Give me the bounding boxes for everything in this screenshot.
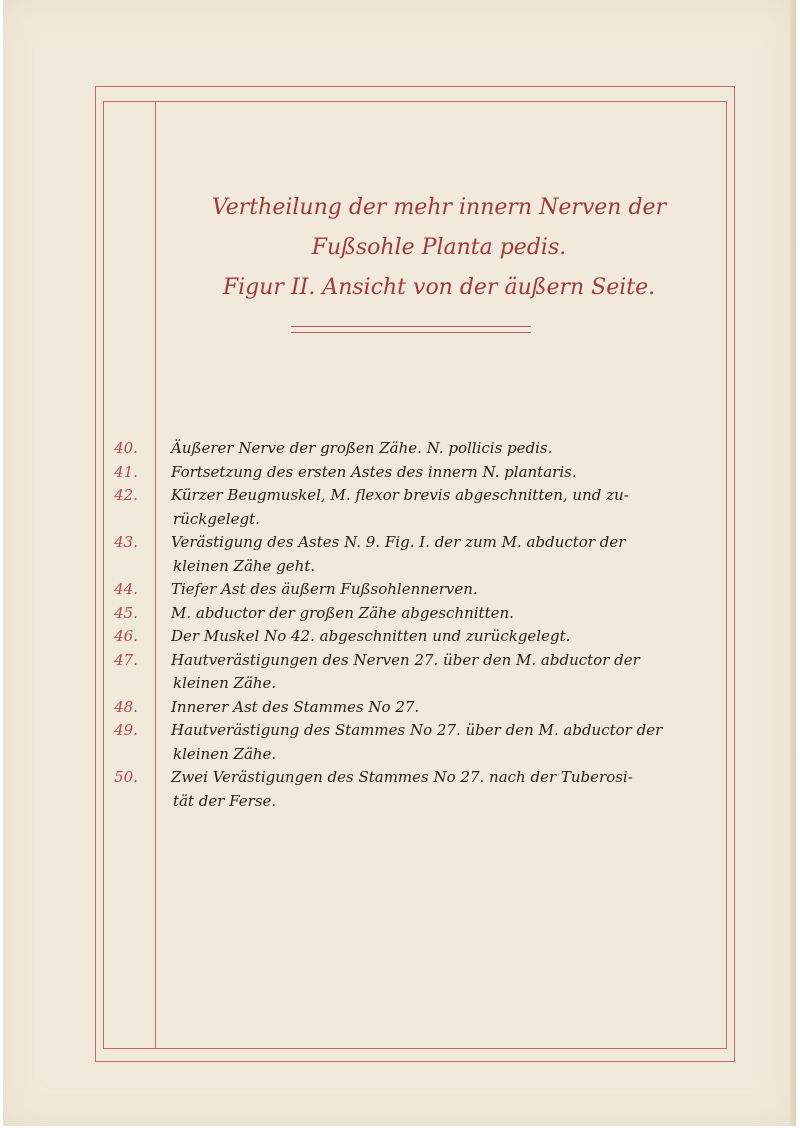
entry-line: Äußerer Nerve der großen Zähe. N. pollicis pedis. xyxy=(171,439,553,457)
legend-entry xyxy=(107,461,717,485)
entry-line: rückgelegt. xyxy=(173,509,260,528)
entry-line: Innerer Ast des Stammes No 27. xyxy=(171,697,420,716)
entry-line: Hautverästigungen des Nerven 27. über den M. abductor der xyxy=(171,650,640,669)
entry-text xyxy=(171,484,701,531)
legend-entry xyxy=(107,766,717,813)
entry-line: kleinen Zähe. xyxy=(173,744,277,763)
legend-entry xyxy=(107,602,717,626)
legend-entry xyxy=(107,578,717,602)
title-line-3: Figur II. Ansicht von der äußern Seite. xyxy=(222,275,656,300)
entry-line: kleinen Zähe geht. xyxy=(173,556,316,575)
entry-line: Verästigung des Astes N. 9. Fig. I. der zum M. abductor der xyxy=(171,533,626,551)
legend-list xyxy=(107,437,717,813)
entry-number: 48. xyxy=(114,697,138,716)
entry-text xyxy=(171,437,701,461)
entry-number: 41. xyxy=(114,462,138,481)
entry-text xyxy=(171,696,701,720)
entry-number: 47. xyxy=(114,650,138,669)
entry-line: Tiefer Ast des äußern Fußsohlennerven. xyxy=(171,580,478,598)
entry-text xyxy=(171,578,701,602)
legend-entry xyxy=(107,625,717,649)
legend-entry xyxy=(107,484,717,531)
entry-line: kleinen Zähe. xyxy=(173,674,277,692)
entry-line: Fortsetzung des ersten Astes des innern N. plantaris. xyxy=(171,462,577,481)
entry-line: Hautverästigung des Stammes No 27. über den M. abductor der xyxy=(171,721,663,739)
entry-number: 43. xyxy=(114,533,138,551)
title-underline-upper xyxy=(291,326,531,327)
legend-entry xyxy=(107,719,717,766)
entry-text xyxy=(171,649,701,696)
entry-text xyxy=(171,625,701,649)
entry-number: 44. xyxy=(114,580,138,598)
title-line-2: Fußsohle Planta pedis. xyxy=(311,235,567,260)
entry-text xyxy=(171,766,701,813)
entry-text xyxy=(171,719,701,766)
legend-entry xyxy=(107,649,717,696)
entry-line: tät der Ferse. xyxy=(173,791,277,810)
entry-text xyxy=(171,531,701,578)
legend-entry xyxy=(107,531,717,578)
manuscript-page xyxy=(3,0,796,1126)
page-title xyxy=(163,188,715,308)
entry-number: 49. xyxy=(114,721,138,739)
entry-text xyxy=(171,461,701,485)
entry-number: 42. xyxy=(114,486,138,504)
entry-line: Zwei Verästigungen des Stammes No 27. nach der Tuberosi- xyxy=(171,768,633,786)
title-line-1: Vertheilung der mehr innern Nerven der xyxy=(211,195,667,220)
legend-entry xyxy=(107,437,717,461)
entry-text xyxy=(171,602,701,626)
entry-line: Der Muskel No 42. abgeschnitten und zurückgelegt. xyxy=(171,627,571,645)
title-underline-lower xyxy=(291,332,531,333)
entry-line: M. abductor der großen Zähe abgeschnitten. xyxy=(171,603,514,622)
entry-line: Kürzer Beugmuskel, M. flexor brevis abgeschnitten, und zu- xyxy=(171,486,629,504)
entry-number: 45. xyxy=(114,603,138,622)
entry-number: 46. xyxy=(114,627,138,645)
legend-entry xyxy=(107,696,717,720)
entry-number: 50. xyxy=(114,768,138,786)
entry-number: 40. xyxy=(114,439,138,457)
